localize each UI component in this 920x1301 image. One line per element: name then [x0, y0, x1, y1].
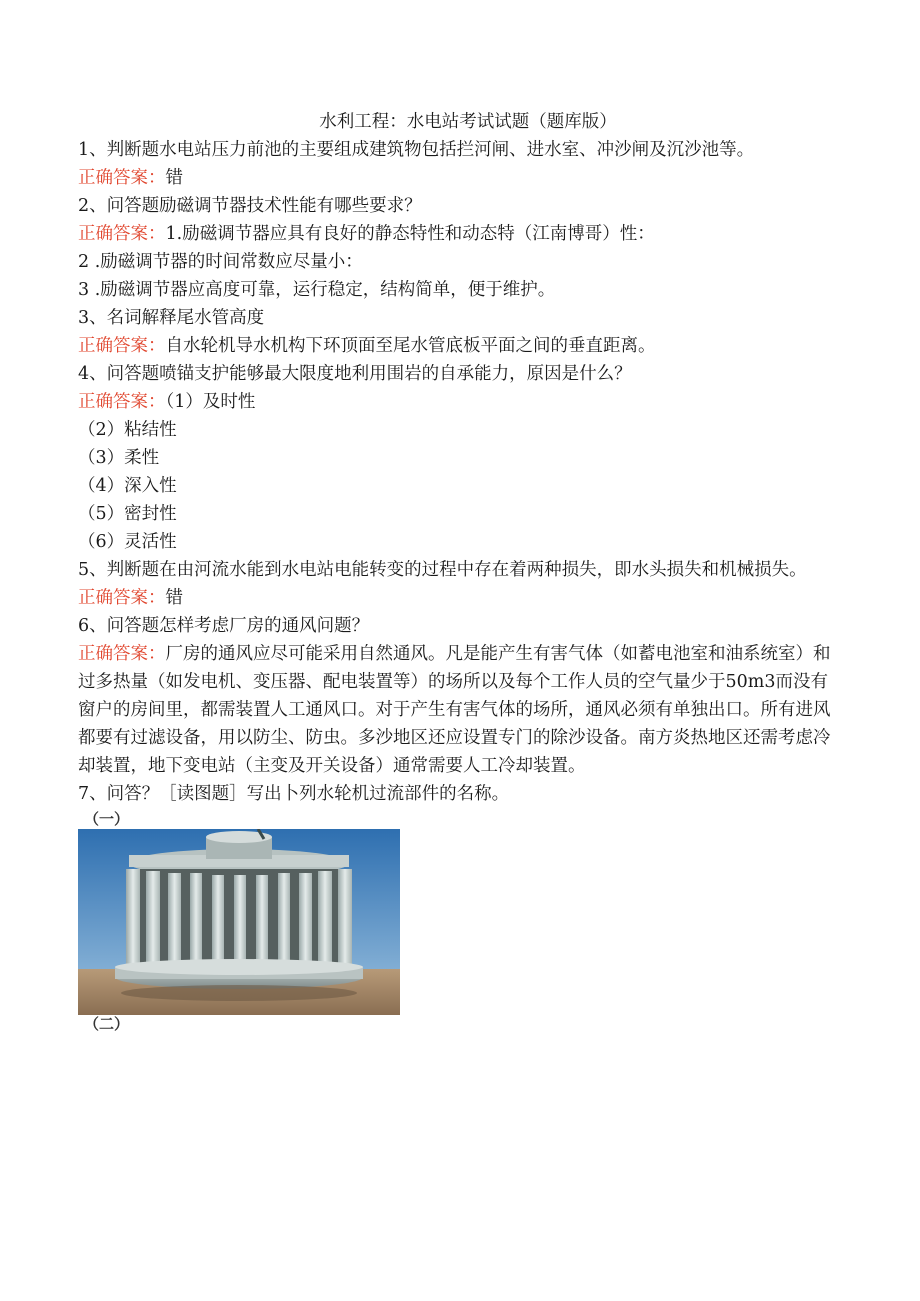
answer-4-line: （6）灵活性 [78, 532, 177, 552]
answer-5-text: 错 [165, 588, 183, 608]
answer-4-text: （1）及时性 [165, 392, 256, 412]
answer-1 [78, 164, 838, 192]
answer-label: 正确答案： [78, 644, 166, 664]
answer-2-line: 3 .励磁调节器应高度可靠，运行稳定，结构简单，便于维护。 [78, 280, 556, 300]
document-title: 水利工程：水电站考试试题（题库版） [319, 112, 617, 132]
answer-6 [78, 640, 838, 780]
answer-2 [78, 220, 838, 248]
question-6: 6、问答题怎样考虑厂房的通风问题？ [78, 616, 370, 636]
answer-4-line: （2）粘结性 [78, 420, 177, 440]
answer-label: 正确答案： [78, 588, 166, 608]
turbine-photo [78, 829, 400, 1015]
question-2: 2、问答题励磁调节器技术性能有哪些要求？ [78, 196, 422, 216]
answer-4-line: （4）深入性 [78, 476, 177, 496]
answer-3-text: 自水轮机导水机构下环顶面至尾水管底板平面之间的垂直距离。 [165, 336, 656, 356]
answer-1-text: 错 [165, 168, 183, 188]
figure-1-caption: （一） [84, 810, 130, 828]
document-page [78, 108, 838, 1033]
answer-label: 正确答案： [78, 392, 166, 412]
question-3: 3、名词解释尾水管高度 [78, 308, 265, 328]
question-1: 1、判断题水电站压力前池的主要组成建筑物包括拦河闸、进水室、冲沙闸及沉沙池等。 [78, 140, 755, 160]
answer-4 [78, 388, 838, 416]
answer-label: 正确答案： [78, 224, 166, 244]
answer-4-line: （5）密封性 [78, 504, 177, 524]
question-4: 4、问答题喷锚支护能够最大限度地利用围岩的自承能力，原因是什么？ [78, 364, 632, 384]
answer-3 [78, 332, 838, 360]
answer-6-text: 厂房的通风应尽可能采用自然通风。凡是能产生有害气体（如蓄电池室和油系统室）和过多热量（如发电机、变压器、配电装置等）的场所以及每个工作人员的空气量少于50m3而没有窗户的房间里，都需装置人工通风口。对于产生有害气体的场所，通风必须有单独出口。所有进风都要有过滤设备，用以防尘、防虫。多沙地区还应设置专门的除沙设备。南方炎热地区还需考虑冷却装置，地下变电站（主变及开关设备）通常需要人工冷却装置。 [78, 644, 831, 776]
answer-2-line: 2 .励磁调节器的时间常数应尽量小： [78, 252, 363, 272]
figure-turbine [78, 810, 408, 1033]
answer-2-text: 1.励磁调节器应具有良好的静态特性和动态特（江南博哥）性： [165, 224, 655, 244]
figure-2-caption: （二） [84, 1015, 130, 1033]
answer-label: 正确答案： [78, 336, 166, 356]
question-5: 5、判断题在由河流水能到水电站电能转变的过程中存在着两种损失，即水头损失和机械损失。 [78, 560, 807, 580]
answer-label: 正确答案： [78, 168, 166, 188]
question-7: 7、问答？［读图题］写出卜列水轮机过流部件的名称。 [78, 784, 510, 804]
answer-5 [78, 584, 838, 612]
answer-4-line: （3）柔性 [78, 448, 160, 468]
